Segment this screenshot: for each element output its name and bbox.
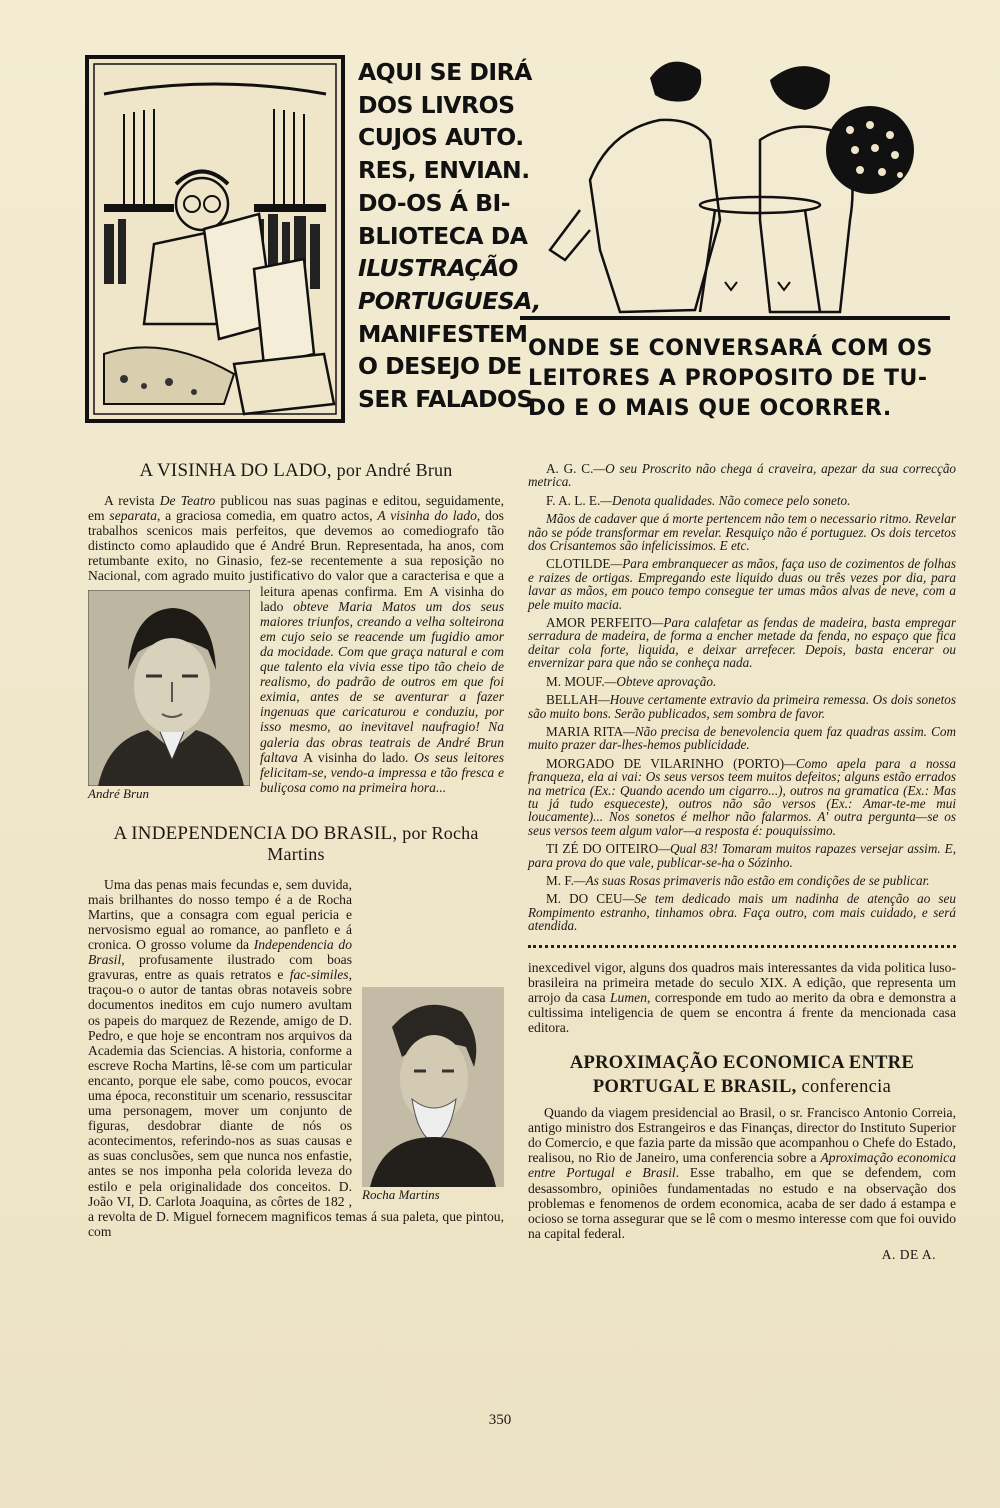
portrait-image — [88, 590, 250, 786]
left-banner-line: RES, ENVIAN. — [358, 156, 530, 185]
reply-item: Mãos de cadaver que á morte pertencem não tem o necessario ritmo. Revelar não se póde transformar em revelar. Resquiço não é portuguez. Os dois tercetos dos Crisantemos são infelicissimos. E etc. — [528, 511, 956, 554]
left-banner-line: DOS LIVROS — [358, 90, 515, 119]
left-banner-line: MANIFESTEM — [358, 319, 528, 348]
reply-item: BELLAH—Houve certamente extravio da primeira remessa. Os dois sonetos são muito bons. Serão publicados, sem sombra de favor. — [528, 692, 956, 721]
reply-item: M. MOUF.—Obteve aprovação. — [546, 673, 717, 689]
article-title-text: A VISINHA DO LADO, — [139, 460, 332, 481]
article-body-visinha: A revista De Teatro publicou nas suas paginas e editou, seguidamente, em separata, a graciosa comedia, em quatro actos, A visinha do lado, dos trabalhos scenicos mais perfeitos, que devemos ao comediografo tão distincto como aplaudido que é André Brun. Representada, ha anos, com retumbante exito, no Ginasio, fez-se recentemente a sua reposição no Nacional, com agrado muito justificativo do valor que a caracterisa e que a leitura apenas confirma. Em André Brun A visinha do lado obteve Maria Matos um dos seus maiores triunfos, creando a velha solteirona em cujo seio se reacende um fugidio amor da mocidade. Com que graça natural e com que talento ela vivia esse tipo tão cheio de realismo, do padrão de outros em que foi eximia, antes de se aventurar a fazer ingenuas que caricaturou e conduziu, por isso mesmo, ao inevitavel naufragio! Na galeria das obras teatrais de André Brun faltava A visinha do lado. Os seus leitores felicitam-se, vendo-a impressa e tão fresca e buliçosa como na primeira hora... — [88, 493, 505, 801]
signature: A. DE A. — [881, 1246, 936, 1262]
left-banner-line: O DESEJO DE — [358, 352, 522, 381]
reply-item: M. DO CEU—Se tem dedicado mais um nadinha de atenção ao seu Rompimento estranho, tinhamos obra. Faça outro, com mais cuidado, e será atendida. — [528, 891, 956, 934]
article-title-visinha — [88, 460, 504, 481]
photo-caption: Rocha Martins — [362, 1186, 440, 1202]
right-banner-text — [528, 334, 960, 424]
article-title-independencia — [88, 823, 504, 865]
left-banner-line: PORTUGUESA, — [358, 286, 541, 315]
reply-item: M. F.—As suas Rosas primaveris não estão em condições de se publicar. — [546, 872, 930, 888]
left-banner-line: SER FALADOS — [358, 385, 533, 414]
right-column — [528, 462, 956, 1262]
right-banner-line: LEITORES A PROPOSITO DE TU- — [528, 366, 928, 391]
article-title-text: APROXIMAÇÃO ECONOMICA ENTRE PORTUGAL E BRASIL, — [569, 1053, 915, 1098]
left-banner-line: BLIOTECA DA — [358, 221, 528, 250]
left-banner-text — [358, 56, 541, 416]
reply-item: AMOR PERFEITO—Para calafetar as fendas de madeira, basta empregar serradura de madeira, de forma a encher metade da fenda, no espaço que fica deitar cola forte, liquida, e deixar arrefecer. Depois, basta encerar ou envernizar para que não se conheça nada. — [528, 615, 956, 671]
reply-item: MARIA RITA—Não precisa de benevolencia quem faz quadras assim. Com muito prazer dar-lhes-hemos publicidade. — [528, 723, 956, 753]
left-banner-line: DO-OS Á BI- — [358, 188, 511, 217]
left-banner-line: AQUI SE DIRÁ — [358, 58, 532, 86]
left-banner-line: ILUSTRAÇÃO — [358, 254, 518, 283]
article-continuation-independencia: inexcedivel vigor, alguns dos quadros mais interessantes da vida politica luso-brasileira na primeira metade do seculo XIX. A edição, que representa um arrojo da casa Lumen, corresponde em tudo ao merito da obra e demonstra a cultissima inteligencia de quem se encontra á frente da mencionada casa editora. — [528, 959, 957, 1035]
right-banner-line: DO E O MAIS QUE OCORRER. — [528, 396, 892, 421]
reply-item: F. A. L. E.—Denota qualidades. Não comece pelo soneto. — [546, 492, 851, 508]
correspondence-section — [528, 462, 956, 933]
reply-item: A. G. C.—O seu Proscrito não chega á craveira, apezar da sua correcção metrica. — [528, 461, 957, 490]
reply-item: MORGADO DE VILARINHO (PORTO)—Como apela para a nossa franqueza, ela ai vai: Os seus versos teem muitos defeitos; alguns estão errados na metrica (Ex.: Quando acendo um cigarro...), outros na gramatica (Ex.: Mas tu já tudo esqueceste), outros não são versos (Ex.: Amar-te-me mui loucamente)... Nos sonetos é melhor não falarmos. A' outra pergunta—se os seus versos teem algum valor—a resposta é: pouquissimo. — [528, 755, 956, 838]
reply-item: CLOTILDE—Para embranquecer as mãos, faça uso de cozimentos de folhas e raizes de ortigas. Empregando este liquido duas ou três vezes por dia, para lavar as mãos, em pouco tempo consegue ter umas mãos alvas de neve, com a pele muito macia. — [528, 556, 956, 612]
photo-rocha-martins — [362, 987, 504, 1202]
portrait-image — [362, 987, 504, 1187]
article-author: por André Brun — [336, 460, 453, 480]
article-body-independencia: Rocha Martins Uma das penas mais fecundas e, sem duvida, mais brilhantes do nosso tempo é a de Rocha Martins, que a consagra com egual pericia e nervosismo egual ao romance, ao panfleto e á cronica. O grosso volume da Independencia do Brasil, profusamente ilustrado com boas gravuras, entre as quais retratos e fac-similes, traçou-o o autor de tantas obras notaveis sobre documentos ineditos em cujo numero avultam os papeis do marquez de Rezende, amigo de D. Pedro, e que hoje se encontram nos arquivos da Academia das Sciencias. A historia, conforme a escreve Rocha Martins, lê-se com um particular encanto, porque ele sabe, como poucos, evocar uma época, reconstituir um scenario, ressuscitar uma personagem, mover um conjunto de figuras, desdobrar diante de nós os acontecimentos, referindo-nos as suas causas e as suas conclusões, sem que nunca nos enfastie, antes se nos imponha pela colorida leveza do estilo e pela originalidade dos conceitos. D. João VI, D. Carlota Joaquina, as côrtes de 182 , a revolta de D. Miguel fornecem magnificos temas á sua paleta, que pintou, com — [88, 876, 504, 1239]
dotted-separator — [528, 945, 956, 952]
library-reader-illustration — [84, 54, 346, 424]
article-author: por Rocha Martins — [267, 822, 479, 864]
photo-caption: André Brun — [88, 785, 150, 801]
left-banner-line: CUJOS AUTO. — [358, 123, 524, 152]
article-title-aproximacao — [528, 1051, 956, 1099]
left-column — [88, 460, 504, 1239]
article-title-text: A INDEPENDENCIA DO BRASIL, — [113, 822, 398, 844]
article-subtitle: conferencia — [801, 1077, 892, 1098]
photo-andre-brun — [88, 590, 250, 801]
article-body-aproximacao: Quando da viagem presidencial ao Brasil, o sr. Francisco Antonio Correia, antigo ministro dos Estrangeiros e das Finanças, director do Instituto Superior do Comercio, e que fazia parte da missão que acompanhou o Chefe do Estado, realisou, no Rio de Janeiro, uma conferencia sobre a Aproximação economica entre Portugal e Brasil. Esse trabalho, em que se defendem, com desassombro, opiniões fundamentadas no estudo e na observação dos problemas e fenomenos de ordem economica, acaba de ser dado á estampa e ocioso se torna assegurar que se lê com o mesmo interesse com que foi ouvido na capital federal. — [528, 1105, 956, 1241]
reply-item: TI ZÉ DO OITEIRO—Qual 83! Tomaram muitos rapazes versejar assim. E, para prova do que vale, publicar-se-ha o Sózinho. — [528, 841, 957, 870]
page-number: 350 — [488, 1412, 512, 1428]
conversation-illustration — [520, 50, 950, 326]
right-banner-line: ONDE SE CONVERSARÁ COM OS — [528, 336, 933, 361]
